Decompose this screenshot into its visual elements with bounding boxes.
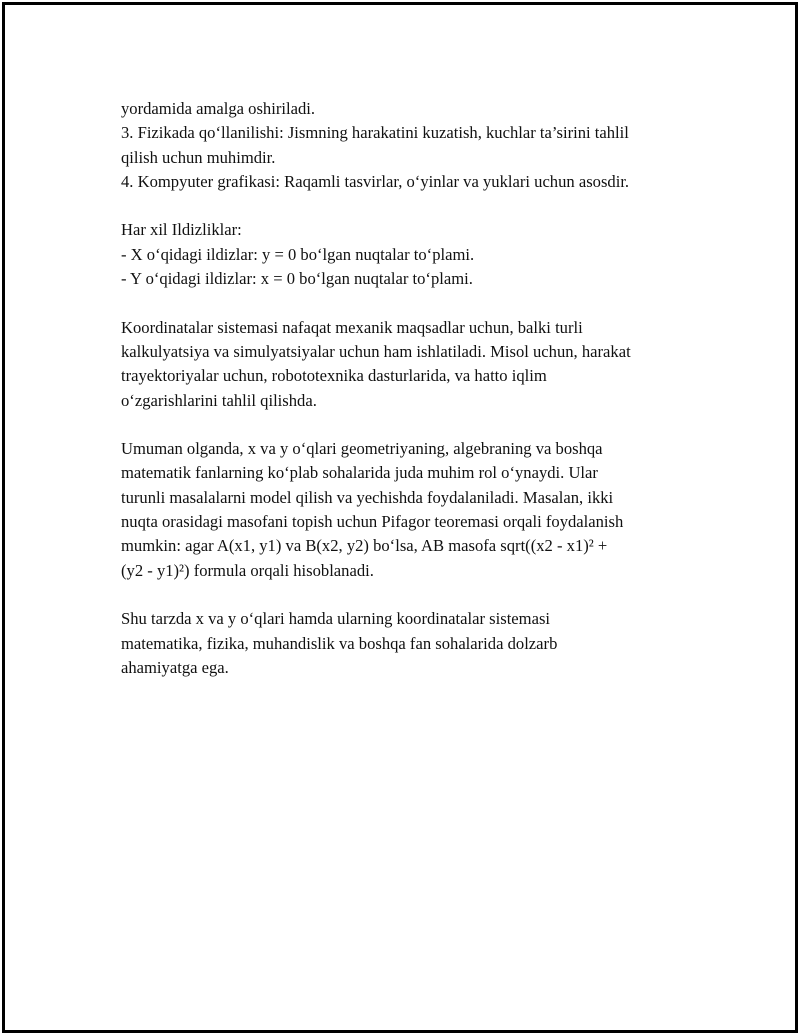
paragraph-summary-distance — [121, 437, 701, 583]
text-line: qilish uchun muhimdir. — [121, 147, 276, 167]
text-line: - X o‘qidagi ildizlar: y = 0 bo‘lgan nuqtalar to‘plami. — [121, 244, 475, 264]
text-line: mumkin: agar A(x1, y1) va B(x2, y2) bo‘lsa, AB masofa sqrt((x2 - x1)² + — [121, 536, 608, 556]
text-line: (y2 - y1)²) formula orqali hisoblanadi. — [121, 560, 374, 580]
page-frame — [2, 2, 798, 1033]
paragraph-gap — [121, 194, 701, 218]
text-line: 4. Kompyuter grafikasi: Raqamli tasvirlar, o‘yinlar va yuklari uchun asosdir. — [121, 171, 630, 191]
paragraph-gap — [121, 413, 701, 437]
text-line: yordamida amalga oshiriladi. — [121, 99, 315, 118]
paragraph-gap — [121, 291, 701, 315]
text-line: matematik fanlarning ko‘plab sohalarida juda muhim rol o‘ynaydi. Ular — [121, 463, 598, 483]
text-line: Har xil Ildizliklar: — [121, 220, 242, 240]
text-line: Koordinatalar sistemasi nafaqat mexanik maqsadlar uchun, balki turli — [121, 317, 583, 337]
text-line: Umuman olganda, x va y o‘qlari geometriyaning, algebraning va boshqa — [121, 439, 603, 459]
text-line: kalkulyatsiya va simulyatsiyalar uchun ham ishlatiladi. Misol uchun, harakat — [121, 341, 631, 361]
paragraph-coordinate-uses — [121, 316, 701, 413]
text-line: nuqta orasidagi masofani topish uchun Pifagor teoremasi orqali foydalanish — [121, 512, 624, 532]
text-line: - Y o‘qidagi ildizlar: x = 0 bo‘lgan nuqtalar to‘plami. — [121, 269, 473, 289]
text-line: ahamiyatga ega. — [121, 657, 229, 677]
document-body — [121, 97, 701, 680]
text-line: o‘zgarishlarini tahlil qilishda. — [121, 390, 317, 410]
text-line: trayektoriyalar uchun, robototexnika dasturlarida, va hatto iqlim — [121, 366, 547, 386]
paragraph-applications-end — [121, 97, 701, 194]
text-line: Shu tarzda x va y o‘qlari hamda ularning koordinatalar sistemasi — [121, 609, 551, 629]
paragraph-conclusion — [121, 607, 701, 680]
text-line: matematika, fizika, muhandislik va boshqa fan sohalarida dolzarb — [121, 633, 558, 653]
text-line: 3. Fizikada qo‘llanilishi: Jismning harakatini kuzatish, kuchlar ta’sirini tahlil — [121, 123, 629, 143]
text-line: turunli masalalarni model qilish va yechishda foydalaniladi. Masalan, ikki — [121, 487, 614, 507]
paragraph-roots — [121, 218, 701, 291]
paragraph-gap — [121, 583, 701, 607]
